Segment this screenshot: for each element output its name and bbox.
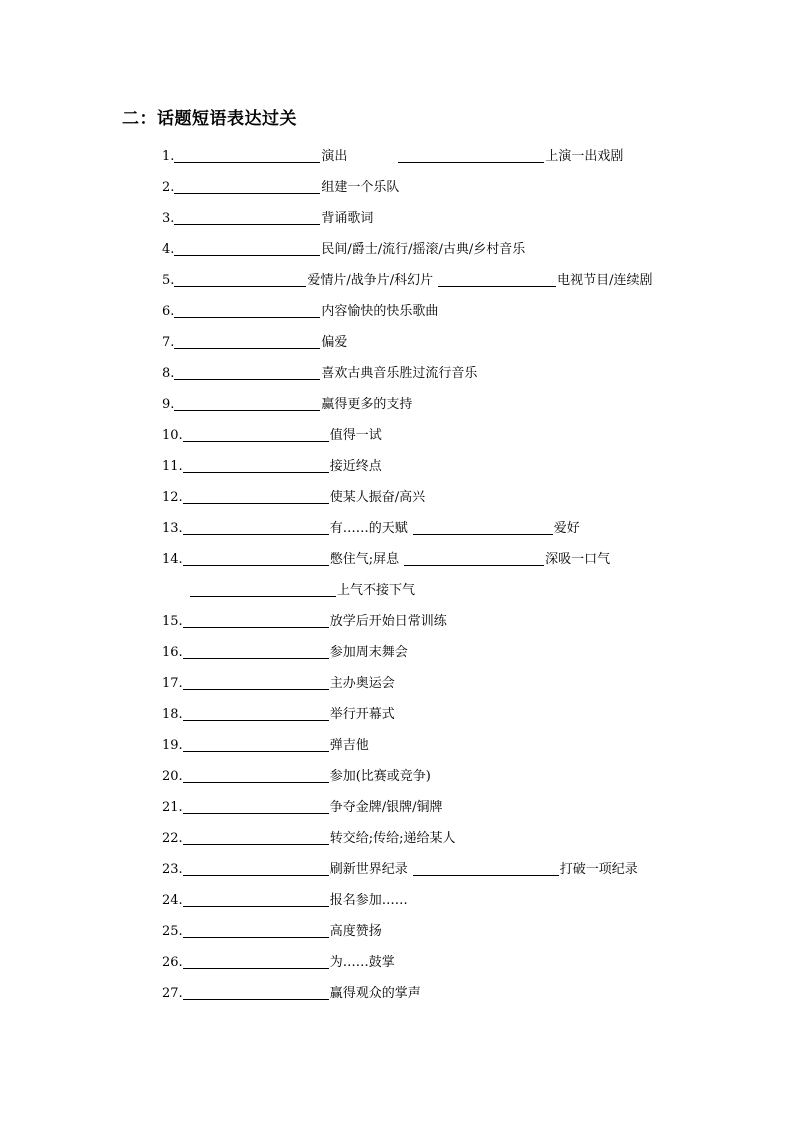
list-item [162, 204, 374, 228]
phrase-text: 使某人振奋/高兴 [329, 490, 426, 505]
answer-blank[interactable] [183, 675, 329, 690]
answer-blank[interactable] [183, 892, 329, 907]
list-item [162, 638, 409, 662]
list-item [162, 700, 396, 724]
item-number: 15. [162, 614, 183, 629]
list-item [162, 979, 422, 1003]
item-number: 23. [162, 862, 183, 877]
answer-blank[interactable] [183, 458, 329, 473]
answer-blank[interactable] [174, 365, 320, 380]
answer-blank[interactable] [183, 613, 329, 628]
phrase-text: 喜欢古典音乐胜过流行音乐 [321, 366, 478, 381]
list-item [162, 235, 526, 259]
answer-blank[interactable] [183, 706, 329, 721]
phrase-text: 参加周末舞会 [329, 645, 408, 660]
phrase-text: 内容愉快的快乐歌曲 [321, 304, 439, 319]
phrase-text: 背诵歌词 [321, 211, 374, 226]
phrase-text: 民间/爵士/流行/摇滚/古典/乡村音乐 [321, 242, 526, 257]
section-title: 二：话题短语表达过关 [122, 109, 297, 129]
phrase-text: 打破一项纪录 [559, 862, 638, 877]
phrase-text: 争夺金牌/银牌/铜牌 [329, 800, 443, 815]
list-item [162, 390, 413, 414]
item-number: 6. [162, 304, 175, 319]
phrase-text: 有……的天赋 [329, 521, 408, 536]
answer-blank[interactable] [183, 427, 329, 442]
phrase-text: 刷新世界纪录 [329, 862, 408, 877]
answer-blank[interactable] [183, 489, 329, 504]
answer-blank[interactable] [413, 861, 559, 876]
list-item [162, 731, 370, 755]
list-item [162, 142, 624, 166]
answer-blank[interactable] [404, 551, 544, 566]
answer-blank[interactable] [190, 582, 336, 597]
answer-blank[interactable] [398, 148, 544, 163]
list-item [162, 855, 639, 879]
phrase-text: 高度赞扬 [329, 924, 382, 939]
item-number: 13. [162, 521, 183, 536]
phrase-text: 演出 [321, 149, 348, 164]
answer-blank[interactable] [174, 241, 320, 256]
answer-blank[interactable] [183, 551, 329, 566]
item-number: 5. [162, 273, 175, 288]
list-item [162, 514, 581, 538]
phrase-text: 举行开幕式 [329, 707, 395, 722]
item-number: 18. [162, 707, 183, 722]
item-number: 17. [162, 676, 183, 691]
phrase-text: 报名参加…… [329, 893, 408, 908]
phrase-text: 深吸一口气 [545, 552, 611, 567]
list-item [162, 266, 654, 290]
item-number: 11. [162, 459, 183, 474]
list-item [162, 359, 478, 383]
item-number: 9. [162, 397, 175, 412]
phrase-text: 为……鼓掌 [329, 955, 395, 970]
item-number: 3. [162, 211, 175, 226]
answer-blank[interactable] [183, 985, 329, 1000]
item-number: 25. [162, 924, 183, 939]
phrase-text: 电视节目/连续剧 [557, 273, 653, 288]
phrase-text: 赢得更多的支持 [321, 397, 413, 412]
item-number: 26. [162, 955, 183, 970]
phrase-text: 转交给;传给;递给某人 [329, 831, 456, 846]
answer-blank[interactable] [413, 520, 553, 535]
item-number: 12. [162, 490, 183, 505]
list-item [162, 886, 409, 910]
answer-blank[interactable] [174, 148, 320, 163]
item-number: 20. [162, 769, 183, 784]
answer-blank[interactable] [174, 334, 320, 349]
list-item [162, 452, 383, 476]
phrase-text: 组建一个乐队 [321, 180, 400, 195]
answer-blank[interactable] [174, 272, 306, 287]
item-number: 7. [162, 335, 175, 350]
list-item [162, 483, 426, 507]
answer-blank[interactable] [174, 210, 320, 225]
phrase-text: 接近终点 [329, 459, 382, 474]
list-item [162, 793, 443, 817]
answer-blank[interactable] [174, 179, 320, 194]
list-item [162, 173, 400, 197]
list-item [162, 328, 348, 352]
list-item [162, 297, 439, 321]
phrase-text: 放学后开始日常训练 [329, 614, 447, 629]
answer-blank[interactable] [183, 923, 329, 938]
item-number: 1. [162, 149, 175, 164]
list-item [162, 545, 611, 569]
phrase-text: 值得一试 [329, 428, 382, 443]
item-number: 10. [162, 428, 183, 443]
item-number: 16. [162, 645, 183, 660]
phrase-text: 憋住气;屏息 [329, 552, 400, 567]
answer-blank[interactable] [183, 830, 329, 845]
list-item [190, 576, 416, 600]
answer-blank[interactable] [438, 272, 556, 287]
phrase-text: 爱好 [553, 521, 580, 536]
phrase-text: 主办奥运会 [329, 676, 395, 691]
item-number: 24. [162, 893, 183, 908]
phrase-text: 偏爱 [321, 335, 348, 350]
list-item [162, 948, 396, 972]
item-number: 8. [162, 366, 175, 381]
item-number: 2. [162, 180, 175, 195]
phrase-text: 爱情片/战争片/科幻片 [307, 273, 434, 288]
list-item [162, 607, 448, 631]
phrase-text: 上演一出戏剧 [545, 149, 624, 164]
item-number: 4. [162, 242, 175, 257]
item-number: 19. [162, 738, 183, 753]
answer-blank[interactable] [183, 799, 329, 814]
phrase-text: 赢得观众的掌声 [329, 986, 421, 1001]
phrase-text: 上气不接下气 [337, 583, 416, 598]
item-number: 22. [162, 831, 183, 846]
phrase-text: 弹吉他 [329, 738, 369, 753]
item-number: 14. [162, 552, 183, 567]
answer-blank[interactable] [174, 303, 320, 318]
phrase-text: 参加(比赛或竞争) [329, 769, 431, 784]
item-number: 21. [162, 800, 183, 815]
answer-blank[interactable] [174, 396, 320, 411]
list-item [162, 762, 432, 786]
answer-blank[interactable] [183, 644, 329, 659]
answer-blank[interactable] [183, 737, 329, 752]
list-item [162, 824, 456, 848]
item-number: 27. [162, 986, 183, 1001]
answer-blank[interactable] [183, 954, 329, 969]
list-item [162, 917, 383, 941]
answer-blank[interactable] [183, 861, 329, 876]
list-item [162, 669, 396, 693]
answer-blank[interactable] [183, 768, 329, 783]
answer-blank[interactable] [183, 520, 329, 535]
list-item [162, 421, 383, 445]
